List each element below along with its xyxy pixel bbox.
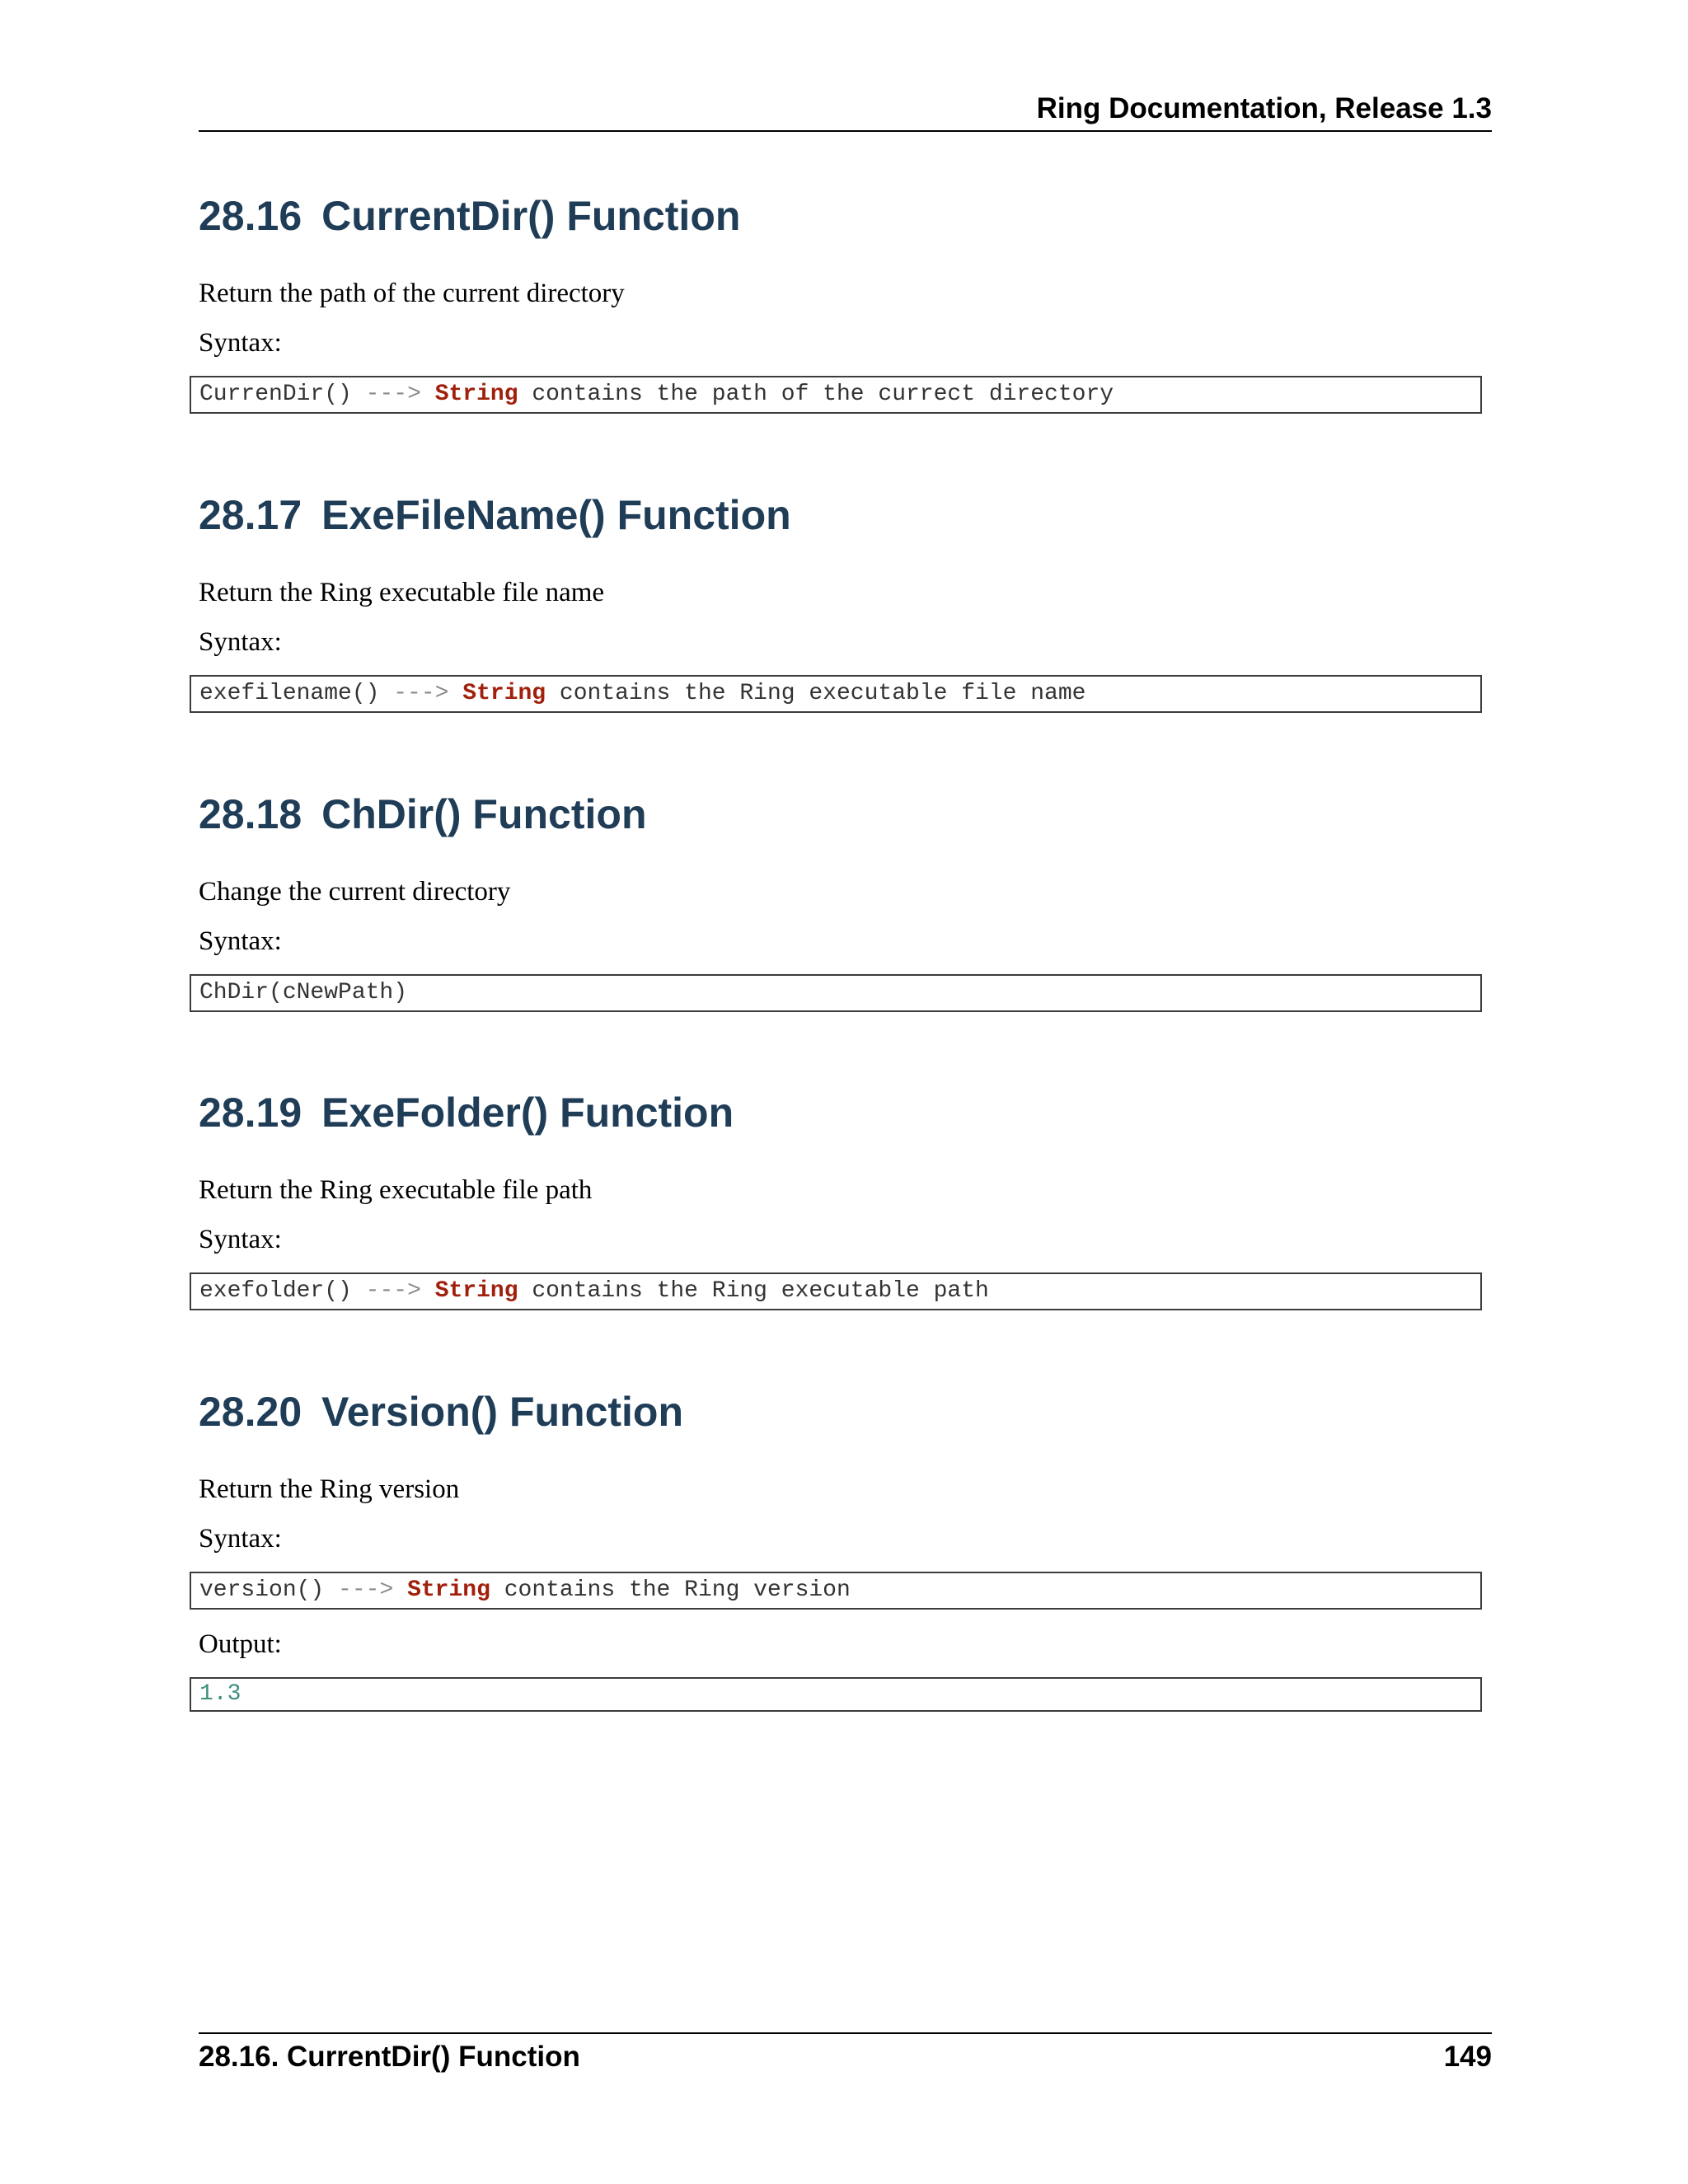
- section-chdir: [199, 790, 1501, 1012]
- code-rest: contains the Ring version: [504, 1577, 851, 1603]
- section-exefilename: [199, 490, 1501, 713]
- code-keyword: String: [407, 1577, 490, 1603]
- section-title: ChDir() Function: [321, 791, 647, 837]
- code-block: [190, 974, 1482, 1012]
- output-block: [190, 1677, 1482, 1712]
- section-number: 28.18: [199, 791, 302, 837]
- section-number: 28.17: [199, 492, 302, 538]
- code-rest: contains the Ring executable file name: [559, 681, 1086, 706]
- syntax-label: Syntax:: [199, 926, 282, 956]
- section-number: 28.16: [199, 193, 302, 239]
- code-arrow: --->: [365, 1278, 421, 1304]
- section-description: Return the Ring version: [199, 1474, 460, 1504]
- syntax-label: Syntax:: [199, 627, 282, 657]
- page-header: [199, 92, 1492, 132]
- section-number: 28.19: [199, 1090, 302, 1136]
- code-arrow: --->: [338, 1577, 394, 1603]
- syntax-label: Syntax:: [199, 1524, 282, 1554]
- code-keyword: String: [434, 1278, 518, 1304]
- section-title: ExeFolder() Function: [321, 1090, 734, 1136]
- section-heading: [199, 1088, 1501, 1137]
- syntax-label: Syntax:: [199, 328, 282, 358]
- syntax-label: Syntax:: [199, 1225, 282, 1254]
- code-keyword: String: [434, 382, 518, 407]
- section-number: 28.20: [199, 1389, 302, 1435]
- footer-section-title: 28.16. CurrentDir() Function: [199, 2041, 580, 2073]
- code-call: ChDir(cNewPath): [199, 980, 408, 1005]
- code-block: [190, 1272, 1482, 1310]
- section-heading: [199, 490, 1501, 540]
- code-call: CurrenDir(): [199, 382, 352, 407]
- section-description: Return the path of the current directory: [199, 279, 625, 308]
- output-value: 1.3: [199, 1681, 241, 1707]
- code-block: [190, 1572, 1482, 1610]
- section-heading: [199, 790, 1501, 839]
- code-rest: contains the path of the currect directory: [532, 382, 1114, 407]
- section-title: ExeFileName() Function: [321, 492, 791, 538]
- code-keyword: String: [462, 681, 546, 706]
- code-call: version(): [199, 1577, 325, 1603]
- section-heading: [199, 191, 1501, 241]
- code-arrow: --->: [393, 681, 449, 706]
- section-currentdir: [199, 191, 1501, 414]
- section-exefolder: [199, 1088, 1501, 1310]
- code-block: [190, 675, 1482, 713]
- document-title: Ring Documentation, Release 1.3: [1036, 92, 1492, 124]
- section-description: Change the current directory: [199, 877, 511, 907]
- code-block: [190, 376, 1482, 414]
- section-title: Version() Function: [321, 1389, 684, 1435]
- section-version: [199, 1387, 1501, 1712]
- section-heading: [199, 1387, 1501, 1436]
- page-footer: [199, 2032, 1492, 2073]
- output-label: Output:: [199, 1629, 282, 1659]
- page-number: 149: [1443, 2041, 1492, 2073]
- section-title: CurrentDir() Function: [321, 193, 741, 239]
- code-call: exefolder(): [199, 1278, 352, 1304]
- code-rest: contains the Ring executable path: [532, 1278, 989, 1304]
- section-description: Return the Ring executable file name: [199, 578, 605, 607]
- code-call: exefilename(): [199, 681, 380, 706]
- section-description: Return the Ring executable file path: [199, 1175, 593, 1205]
- code-arrow: --->: [365, 382, 421, 407]
